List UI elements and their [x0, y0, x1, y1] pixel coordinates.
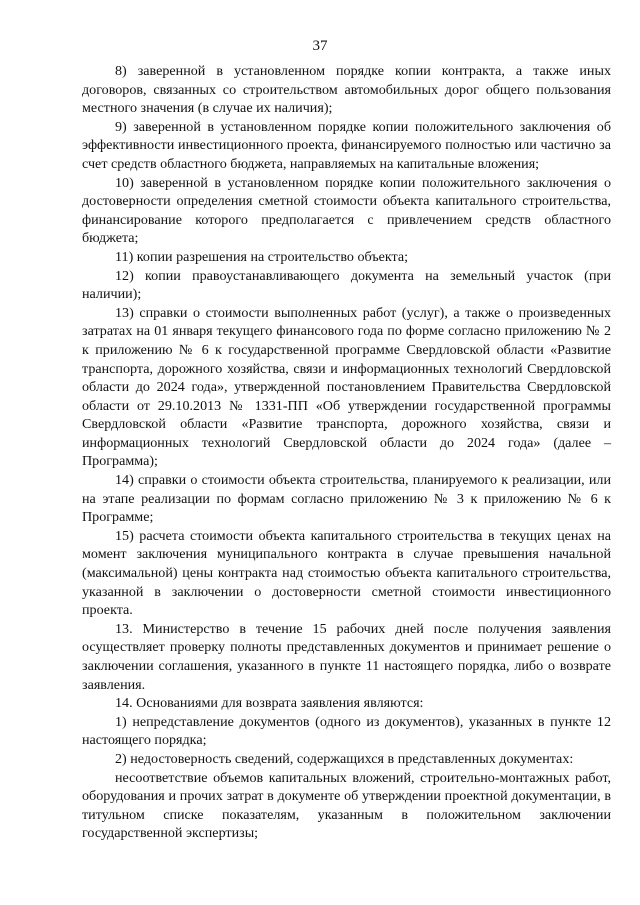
- paragraph-item-10: 10) заверенной в установленном порядке копии положительного заключения о достоверности определения сметной стоимости объекта капитального строительства, финансирование которого предполагается с привлечением средств областного бюджета;: [82, 174, 611, 247]
- document-body: [82, 62, 611, 843]
- paragraph-item-12: 12) копии правоустанавливающего документа на земельный участок (при наличии);: [82, 267, 611, 303]
- paragraph-clause-13: 13. Министерство в течение 15 рабочих дней после получения заявления осуществляет проверку полноты представленных документов и принимает решение о заключении соглашения, указанного в пункте 11 настоящего порядка, либо о возврате заявления.: [82, 620, 611, 693]
- paragraph-reason-2-detail: несоответствие объемов капитальных вложений, строительно-монтажных работ, оборудования и прочих затрат в документе об утверждении проектной документации, в титульном списке показателям, указанным в положительном заключении государственной экспертизы;: [82, 769, 611, 842]
- paragraph-item-14: 14) справки о стоимости объекта строительства, планируемого к реализации, или на этапе реализации по формам согласно приложению № 3 к приложению № 6 к Программе;: [82, 472, 611, 526]
- paragraph-clause-14: 14. Основаниями для возврата заявления являются:: [115, 695, 424, 712]
- paragraph-reason-2: 2) недостоверность сведений, содержащихся в представленных документах:: [115, 750, 574, 767]
- page-number: 37: [312, 38, 328, 54]
- paragraph-item-15: 15) расчета стоимости объекта капитального строительства в текущих ценах на момент заключения муниципального контракта в случае превышения начальной (максимальной) цены контракта над стоимостью объекта капитального строительства, указанной в заключении о достоверности сметной стоимости инвестиционного проекта.: [82, 527, 611, 619]
- paragraph-item-13: 13) справки о стоимости выполненных работ (услуг), а также о произведенных затратах на 01 января текущего финансового года по форме согласно приложению № 2 к приложению № 6 к государственной программе Свердловской области «Развитие транспорта, дорожного хозяйства, связи и информационных технологий Свердловской области до 2024 года», утвержденной постановлением Правительства Свердловской области от 29.10.2013 № 1331-ПП «Об утверждении государственной программы Свердловской области «Развитие транспорта, дорожного хозяйства, связи и информационных технологий Свердловской области до 2024 года» (далее – Программа);: [82, 304, 611, 470]
- paragraph-item-11: 11) копии разрешения на строительство объекта;: [115, 248, 409, 265]
- paragraph-reason-1: 1) непредставление документов (одного из документов), указанных в пункте 12 настоящего порядка;: [82, 713, 611, 749]
- paragraph-item-8: 8) заверенной в установленном порядке копии контракта, а также иных договоров, связанных со строительством автомобильных дорог общего пользования местного значения (в случае их наличия);: [82, 63, 611, 117]
- paragraph-item-9: 9) заверенной в установленном порядке копии положительного заключения об эффективности инвестиционного проекта, финансируемого полностью или частично за счет средств областного бюджета, направляемых на капитальные вложения;: [82, 118, 611, 172]
